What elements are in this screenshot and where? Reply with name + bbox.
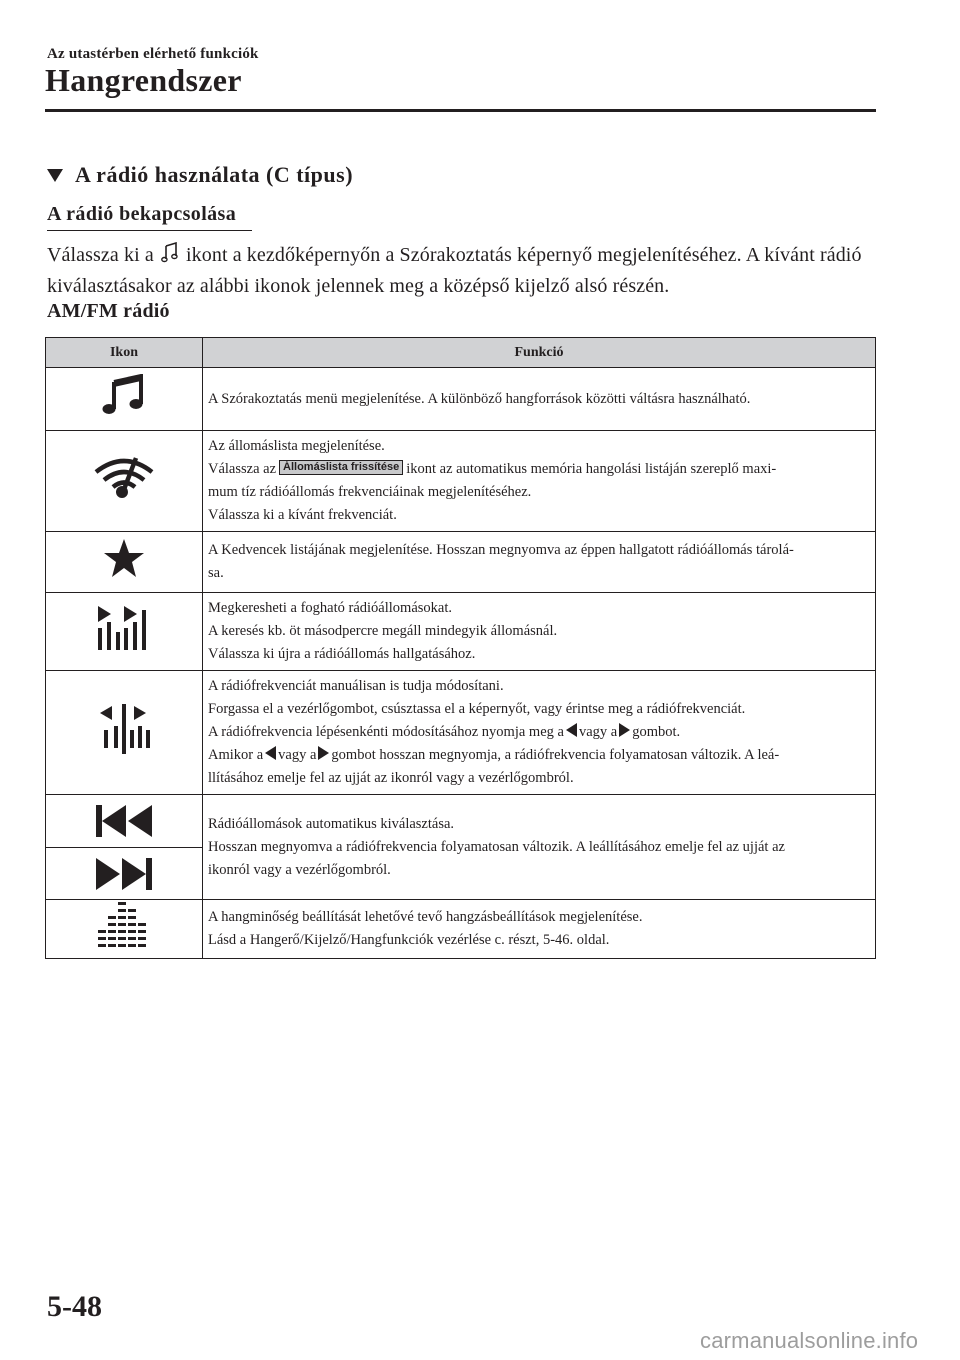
description-text: gombot. (632, 724, 681, 740)
description-line (208, 744, 869, 767)
icon-cell (46, 795, 203, 900)
skip-back-cell (46, 795, 202, 848)
icon-cell (46, 368, 203, 431)
sub-heading-text: A rádió használata (C típus) (75, 162, 354, 187)
left-arrow-icon (265, 746, 276, 760)
manual-tune-icon (96, 702, 152, 756)
column-header-function: Funkció (203, 338, 876, 368)
description-line: Rádióállomások automatikus kiválasztása. (208, 815, 455, 832)
page-number: 5-48 (47, 1290, 102, 1323)
skip-forward-icon (93, 855, 155, 893)
description-text: vagy a (578, 724, 618, 740)
description-line: Hosszan megnyomva a rádiófrekvencia folyamatosan változik. A leállításához emelje fel az ujját az (208, 838, 785, 855)
music-note-icon (101, 374, 147, 416)
table-row (46, 532, 876, 593)
description-cell (203, 593, 876, 671)
description-line: Az állomáslista megjelenítése. (208, 438, 385, 454)
description-line: Válassza ki a kívánt frekvenciát. (208, 507, 397, 523)
right-arrow-icon (318, 746, 329, 760)
section-label: Az utastérben elérhető funkciók (47, 46, 259, 62)
table-row (46, 368, 876, 431)
table-row (46, 900, 876, 959)
description-line: A Kedvencek listájának megjelenítése. Hosszan megnyomva az éppen hallgatott rádióállomás tárolá- (208, 542, 794, 558)
description-line: A rádiófrekvenciát manuálisan is tudja módosítani. (208, 678, 504, 694)
description-line: ikonról vagy a vezérlőgombról. (208, 861, 391, 878)
star-icon (103, 538, 145, 578)
description-cell (203, 431, 876, 532)
intro-part2: ikont a kezdőképernyőn a Szórakoztatás képernyő megjelenítéséhez. A kívánt rádió kiválasztásakor az alábbi ikonok jelennek meg a középső kijelző alsó részén. (47, 244, 862, 297)
triangle-bullet-icon (47, 169, 63, 182)
description-text: vagy a (278, 747, 317, 763)
description-line (208, 458, 869, 481)
description-text: gombot hosszan megnyomja, a rádiófrekvencia folyamatosan változik. A leá- (331, 747, 780, 763)
skip-forward-cell (46, 848, 202, 900)
header-rule (45, 109, 876, 112)
icon-cell (46, 431, 203, 532)
column-header-icon: Ikon (46, 338, 203, 368)
function-table (45, 337, 876, 959)
description-line: llításához emelje fel az ujját az ikonról vagy a vezérlőgombról. (208, 770, 574, 786)
description-line: A hangminőség beállítását lehetővé tevő hangzásbeállítások megjelenítése. (208, 909, 643, 925)
description-line: A Szórakoztatás menü megjelenítése. A különböző hangforrások közötti váltásra használható. (208, 390, 751, 407)
left-arrow-icon (566, 723, 577, 737)
sound-settings-icon (96, 900, 152, 950)
intro-paragraph (47, 240, 877, 302)
icon-cell (46, 532, 203, 593)
description-text: A rádiófrekvencia lépésenkénti módosításához nyomja meg a (208, 724, 564, 740)
intro-part1: Válassza ki a (47, 244, 159, 266)
skip-back-icon (93, 802, 155, 840)
sub-heading (47, 162, 353, 188)
description-cell (203, 900, 876, 959)
refresh-station-list-button: Állomáslista frissítése (279, 460, 403, 475)
table-row (46, 795, 876, 900)
description-text: Válassza az (208, 461, 277, 477)
station-list-icon (92, 454, 156, 500)
description-line: Lásd a Hangerő/Kijelző/Hangfunkciók vezérlése c. részt, 5-46. oldal. (208, 932, 610, 948)
description-line: A keresés kb. öt másodpercre megáll mindegyik állomásnál. (208, 623, 558, 639)
icon-cell (46, 671, 203, 795)
table-row (46, 593, 876, 671)
skip-icons (46, 795, 202, 899)
description-cell (203, 368, 876, 431)
description-cell (203, 671, 876, 795)
description-cell (203, 532, 876, 593)
table-row (46, 671, 876, 795)
description-cell (203, 795, 876, 900)
table-row (46, 431, 876, 532)
subsub-heading-underline (47, 230, 252, 231)
description-line: sa. (208, 565, 224, 581)
description-line: Válassza ki újra a rádióállomás hallgatásához. (208, 646, 476, 662)
right-arrow-icon (619, 723, 630, 737)
music-note-icon (161, 242, 179, 264)
description-line: Forgassa el a vezérlőgombot, csúsztassa el a képernyőt, vagy érintse meg a rádiófrekvenciát. (208, 701, 746, 717)
table-header-row (46, 338, 876, 368)
description-line: mum tíz rádióállomás frekvenciáinak megjelenítéséhez. (208, 484, 532, 500)
description-text: Amikor a (208, 747, 264, 763)
subsub-heading: A rádió bekapcsolása (47, 203, 237, 225)
description-line: Megkeresheti a fogható rádióállomásokat. (208, 600, 453, 616)
description-text: ikont az automatikus memória hangolási listáján szereplő maxi- (406, 461, 777, 477)
amfm-heading: AM/FM rádió (47, 300, 170, 322)
chapter-title: Hangrendszer (45, 62, 242, 98)
scan-icon (93, 602, 155, 654)
watermark: carmanualsonline.info (700, 1328, 919, 1353)
description-line (208, 721, 869, 744)
icon-cell (46, 593, 203, 671)
icon-cell (46, 900, 203, 959)
